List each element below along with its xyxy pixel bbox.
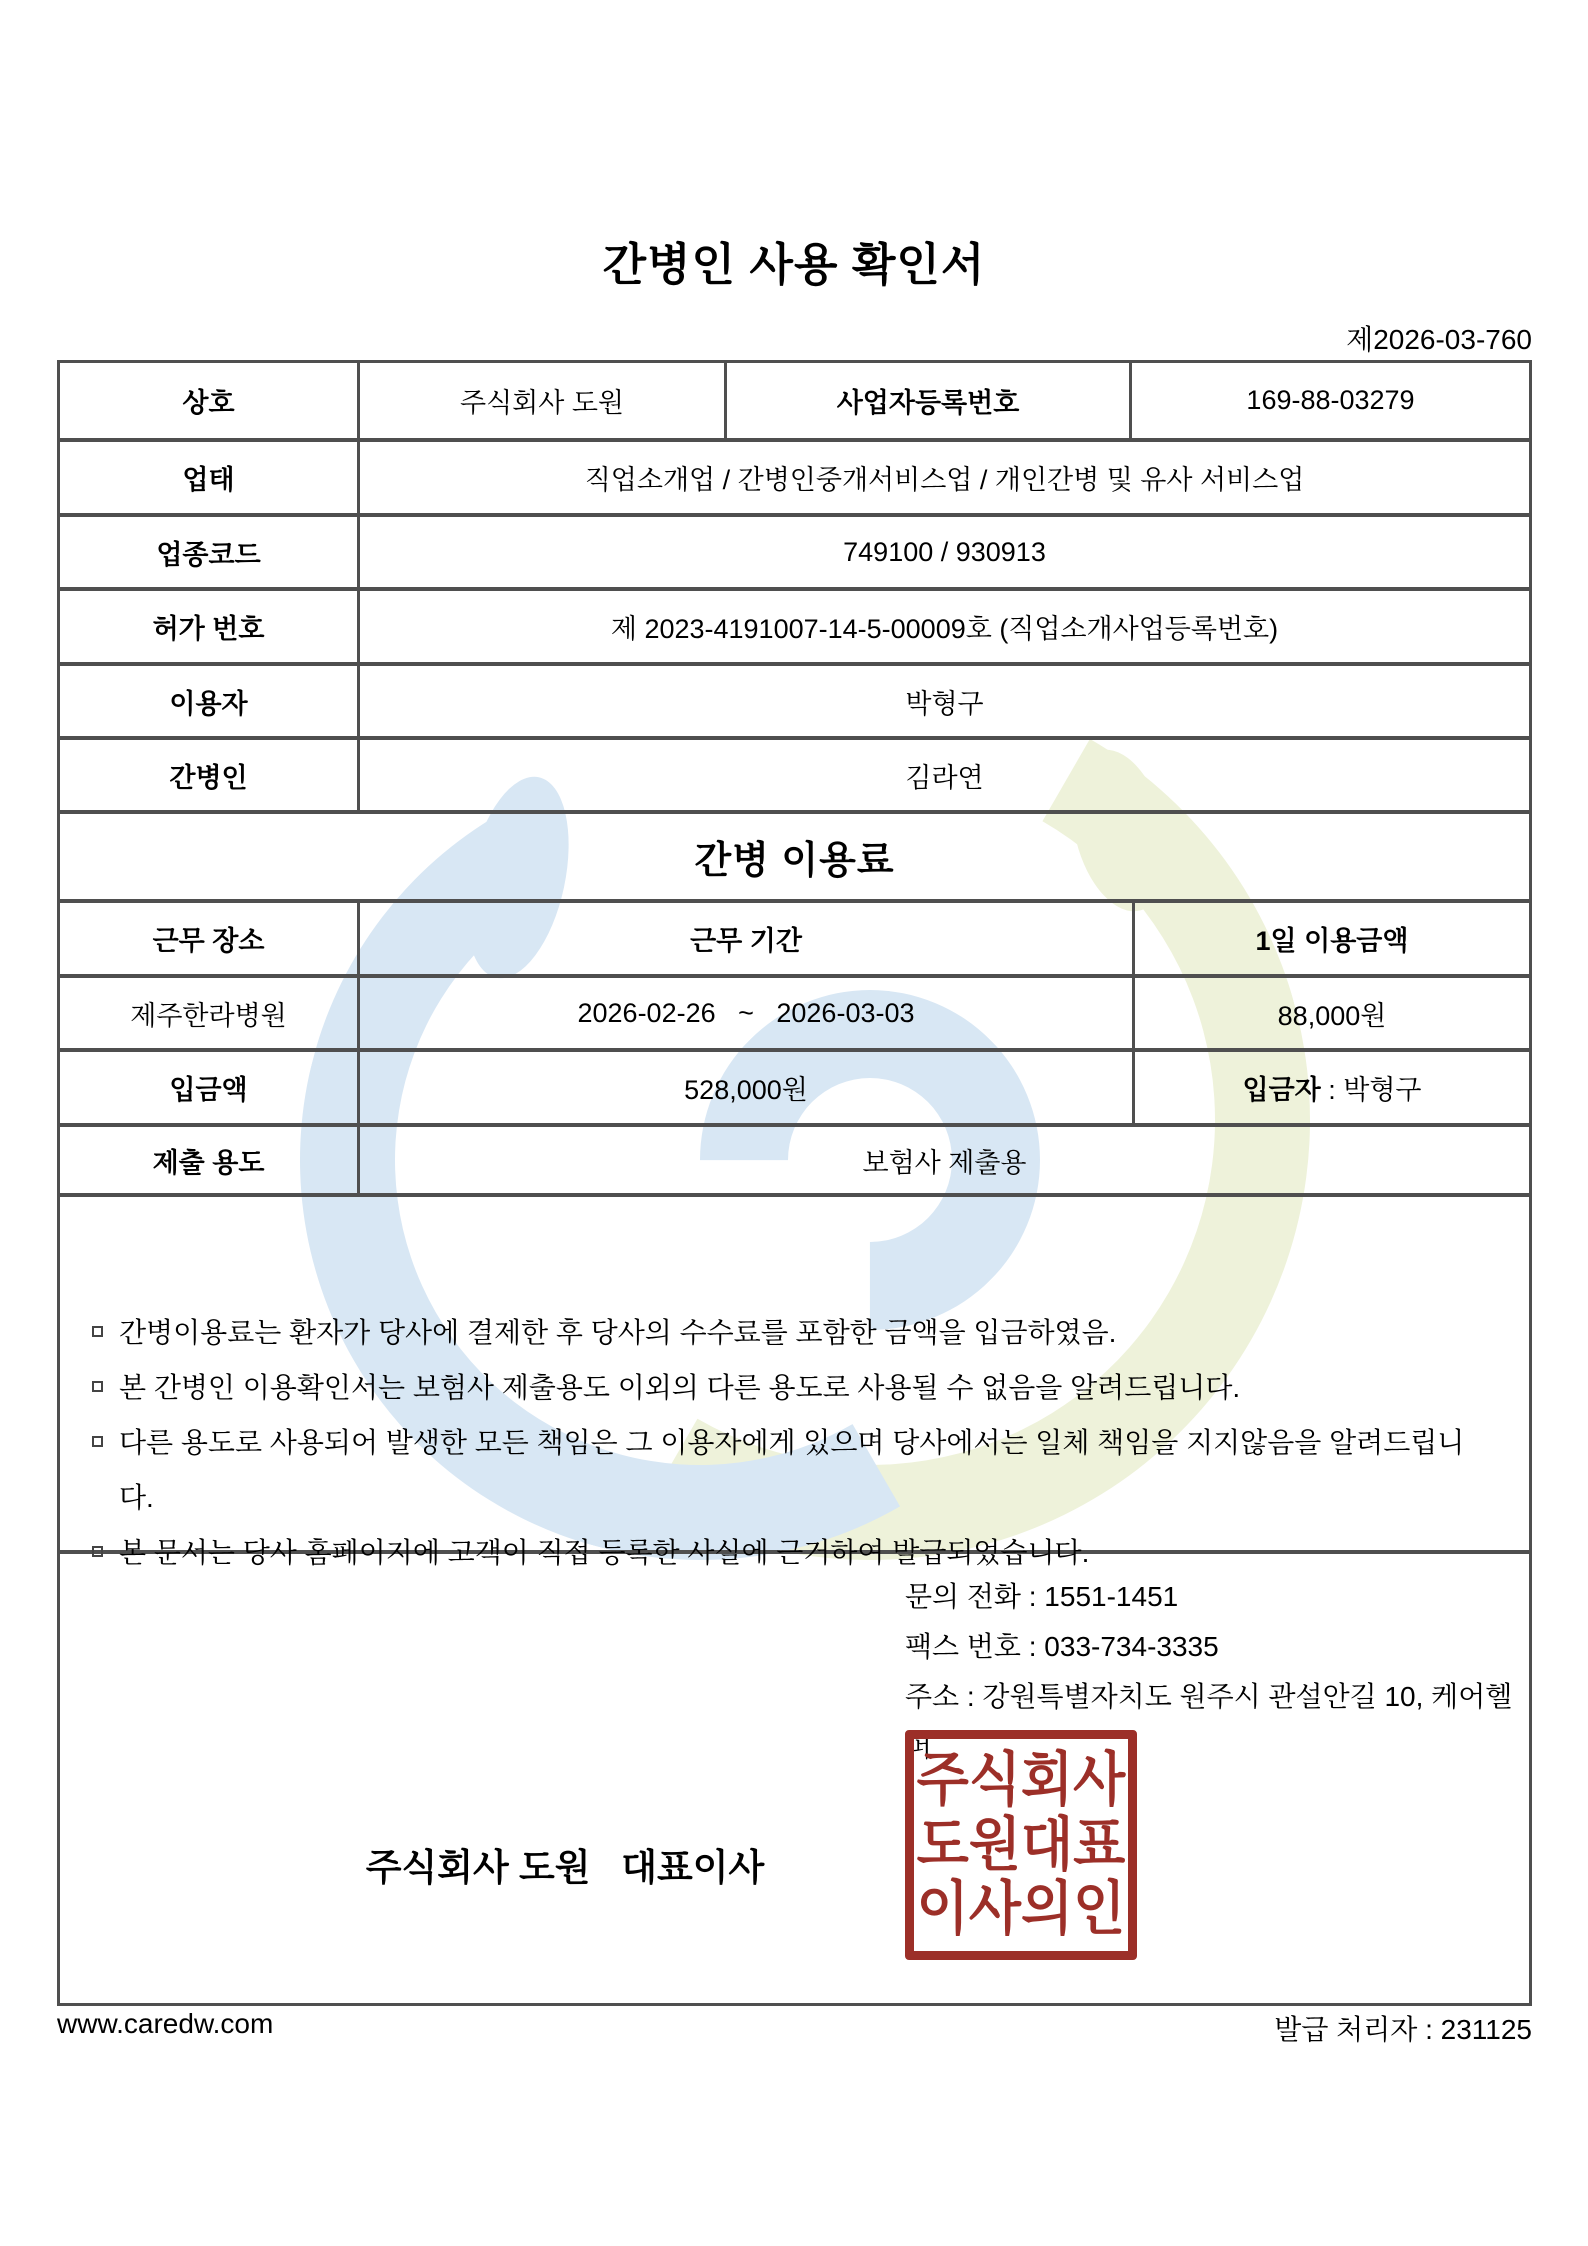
note-text: 간병이용료는 환자가 당사에 결제한 후 당사의 수수료를 포함한 금액을 입금하였음.	[119, 1317, 1117, 1348]
deposit-value: 528,000원	[357, 1052, 1132, 1123]
square-bullet-icon	[92, 1381, 103, 1392]
daily-fee-value: 88,000원	[1132, 978, 1529, 1048]
note-text: 본 간병인 이용확인서는 보험사 제출용도 이외의 다른 용도로 사용될 수 없음을 알려드립니다.	[119, 1372, 1241, 1403]
note-text: 다른 용도로 사용되어 발생한 모든 책임은 그 이용자에게 있으며 당사에서는 일체 책임을 지지않음을 알려드립니다.	[119, 1427, 1465, 1513]
fee-section-header	[60, 810, 1529, 899]
page-title: 간병인 사용 확인서	[602, 239, 986, 290]
industry-code-value: 749100 / 930913	[357, 517, 1529, 587]
stamp-text-line: 이사의인	[916, 1876, 1126, 1942]
biz-type-value: 직업소개업 / 간병인중개서비스업 / 개인간병 및 유사 서비스업	[357, 442, 1529, 513]
biz-no-label: 사업자등록번호	[724, 363, 1129, 438]
contact-fax: 팩스 번호 : 033-734-3335	[905, 1631, 1219, 1662]
table-row-company	[60, 363, 1529, 438]
fee-section-title: 간병 이용료	[694, 840, 895, 882]
depositor-cell	[1132, 1052, 1529, 1123]
notes-box	[60, 1197, 1529, 1568]
note-item	[90, 1415, 1499, 1525]
depositor-value: : 박형구	[1320, 1075, 1422, 1105]
table-row-user	[60, 662, 1529, 736]
company-value: 주식회사 도원	[357, 363, 724, 438]
page-footer	[57, 2008, 1532, 2048]
purpose-label: 제출 용도	[152, 1147, 265, 1178]
stamp-text-line: 도원대표	[916, 1812, 1126, 1877]
note-item	[90, 1360, 1499, 1415]
footer-issuer: 발급 처리자 : 231125	[1274, 2014, 1532, 2045]
contact-address: 주소 : 강원특별자치도 원주시 관설안길 10, 케어헬퍼	[905, 1681, 1513, 1762]
fee-data-row	[60, 974, 1529, 1048]
license-value: 제 2023-4191007-14-5-00009호 (직업소개사업등록번호)	[357, 591, 1529, 662]
work-period-label: 근무 기간	[357, 903, 1132, 974]
company-label: 상호	[182, 388, 235, 418]
work-place-value: 제주한라병원	[130, 1000, 287, 1031]
caregiver-label: 간병인	[169, 762, 248, 793]
deposit-row	[60, 1048, 1529, 1123]
daily-fee-label: 1일 이용금액	[1132, 903, 1529, 974]
confirmation-table	[57, 360, 1532, 2006]
biz-no-value: 169-88-03279	[1129, 363, 1529, 438]
user-label: 이용자	[169, 688, 248, 719]
caregiver-value: 김라연	[357, 740, 1529, 810]
contact-phone: 문의 전화 : 1551-1451	[905, 1581, 1179, 1612]
work-period-value: 2026-02-26 ~ 2026-03-03	[357, 978, 1132, 1048]
corporate-seal-stamp	[905, 1730, 1137, 1960]
document-number: 제2026-03-760	[1346, 324, 1532, 355]
notes-section	[60, 1193, 1529, 1568]
industry-code-label: 업종코드	[156, 539, 261, 570]
note-text: 본 문서는 당사 홈페이지에 고객이 직접 등록한 사실에 근거하여 발급되었습니다.	[119, 1537, 1090, 1568]
table-row-biz-type	[60, 438, 1529, 513]
table-row-industry-code	[60, 513, 1529, 587]
deposit-label: 입금액	[169, 1075, 248, 1105]
depositor-label: 입금자	[1242, 1075, 1321, 1105]
note-item	[90, 1305, 1499, 1360]
biz-type-label: 업태	[182, 465, 235, 495]
fee-header-row	[60, 899, 1529, 974]
issuer-box	[60, 1554, 1529, 2003]
stamp-text-line: 주식회사	[916, 1747, 1126, 1813]
table-row-caregiver	[60, 736, 1529, 810]
purpose-row	[60, 1123, 1529, 1193]
company-signature: 주식회사 도원 대표이사	[365, 1847, 765, 1888]
purpose-value: 보험사 제출용	[357, 1127, 1529, 1193]
user-value: 박형구	[357, 666, 1529, 736]
issuer-section	[60, 1550, 1529, 2003]
square-bullet-icon	[92, 1326, 103, 1337]
table-row-license	[60, 587, 1529, 662]
work-place-label: 근무 장소	[152, 926, 265, 956]
footer-website: www.caredw.com	[57, 2008, 274, 2039]
license-label: 허가 번호	[152, 614, 265, 644]
square-bullet-icon	[92, 1436, 103, 1447]
